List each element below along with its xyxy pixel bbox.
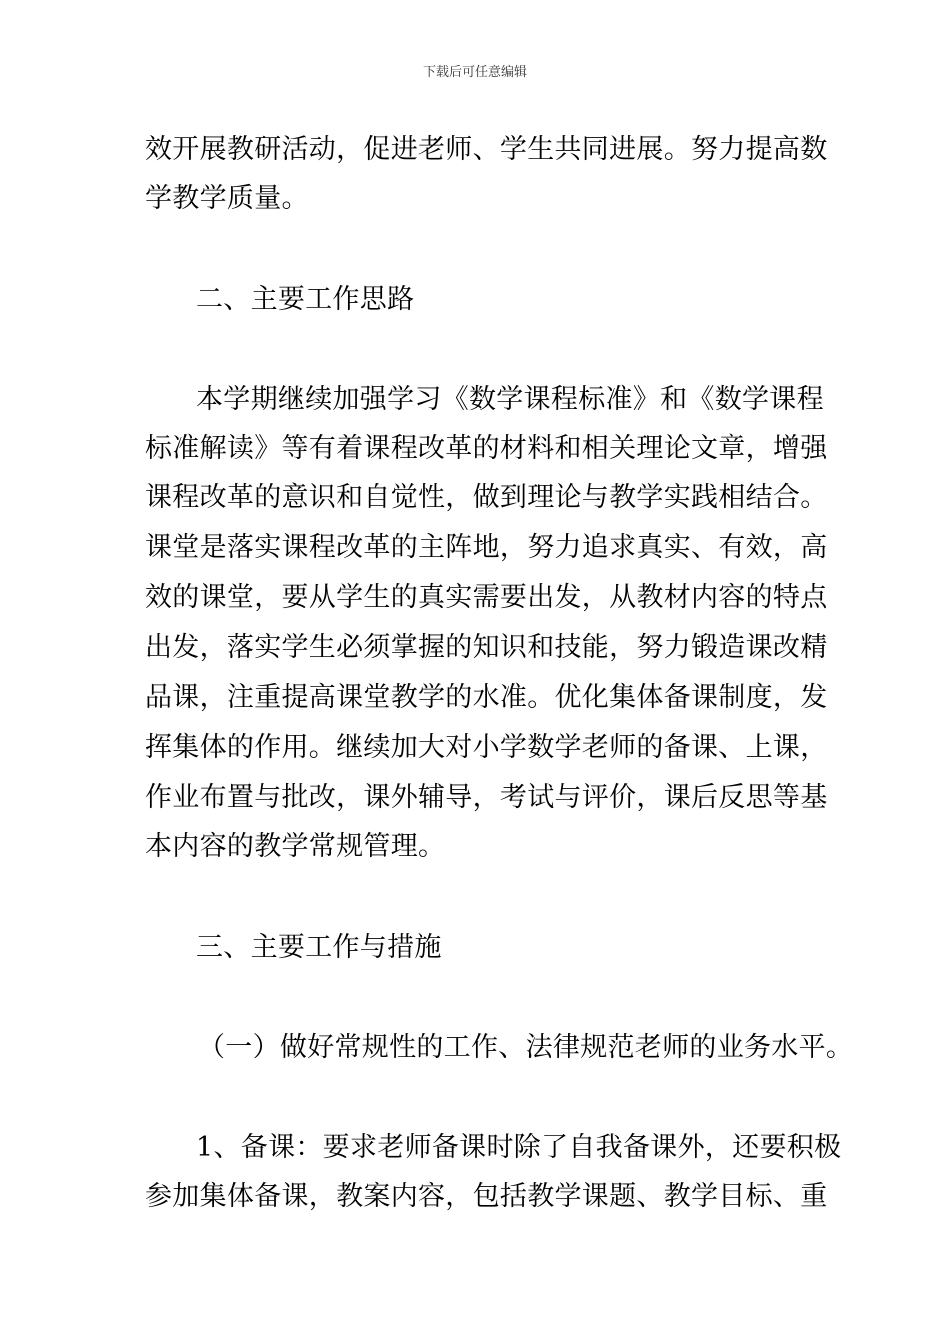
paragraph-line: 课程改革的意识和自觉性，做到理论与教学实践相结合。: [145, 482, 828, 513]
paragraph-line: 标准解读》等有着课程改革的材料和相关理论文章，增强: [145, 433, 828, 464]
paragraph-line: 效开展教研活动，促进老师、学生共同进展。努力提高数: [145, 134, 828, 165]
header-note: 下载后可任意编辑: [422, 65, 527, 80]
paragraph-line: 作业布置与批改，课外辅导，考试与评价，课后反思等基: [145, 782, 828, 813]
paragraph-line: 1、备课：要求老师备课时除了自我备课外，还要积极: [196, 1132, 842, 1163]
paragraph-line: 课堂是落实课程改革的主阵地，努力追求真实、有效，高: [145, 532, 828, 563]
paragraph-line: 出发，落实学生必须掌握的知识和技能，努力锻造课改精: [145, 632, 828, 663]
paragraph-line: 品课，注重提高课堂教学的水准。优化集体备课制度，发: [145, 682, 828, 713]
paragraph-line: 本学期继续加强学习《数学课程标准》和《数学课程: [196, 384, 824, 415]
paragraph-line: 参加集体备课，教案内容，包括教学课题、教学目标、重: [145, 1181, 828, 1212]
section-heading: 二、主要工作思路: [196, 284, 415, 315]
paragraph-line: 挥集体的作用。继续加大对小学数学老师的备课、上课，: [145, 732, 828, 763]
section-heading: 三、主要工作与措施: [196, 932, 442, 963]
paragraph-line: 学教学质量。: [145, 183, 309, 214]
subsection-heading: （一）做好常规性的工作、法律规范老师的业务水平。: [198, 1032, 854, 1063]
paragraph-line: 本内容的教学常规管理。: [145, 831, 446, 862]
paragraph-line: 效的课堂，要从学生的真实需要出发，从教材内容的特点: [145, 582, 828, 613]
